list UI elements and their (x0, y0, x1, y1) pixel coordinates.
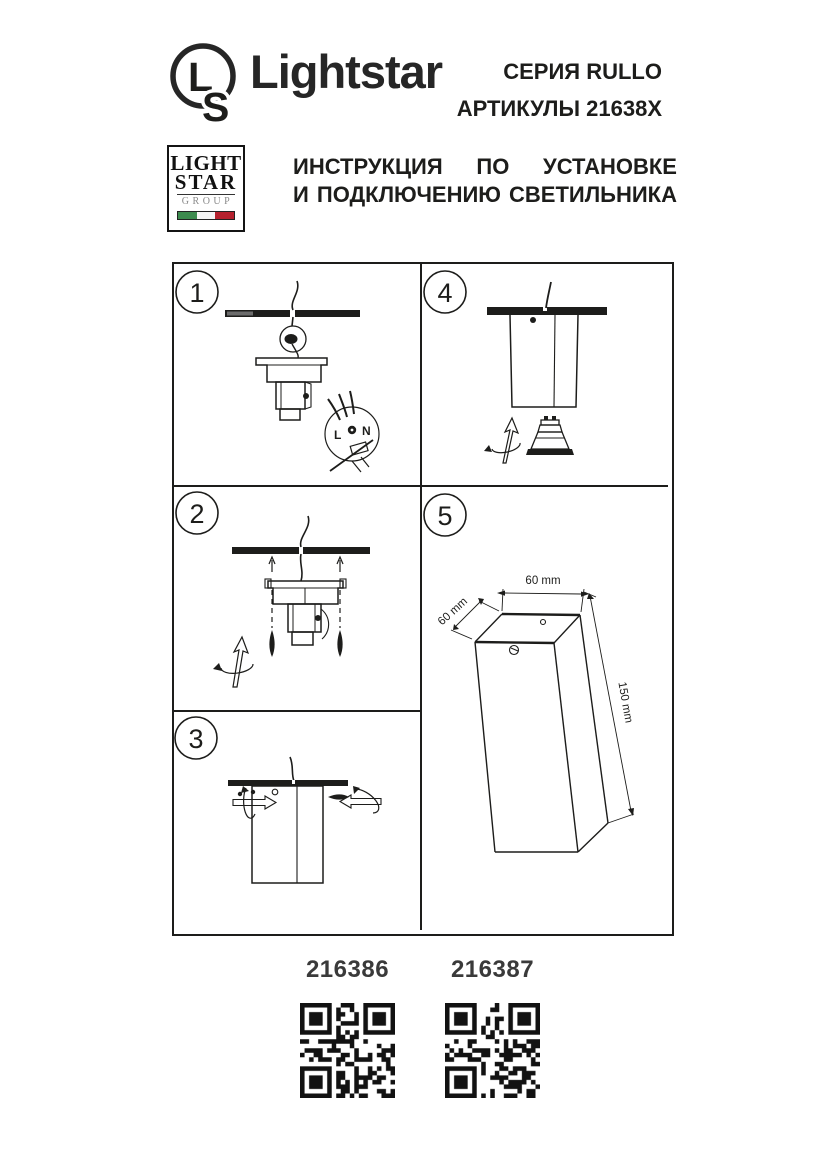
ceiling-line (225, 310, 360, 317)
articles-title: АРТИКУЛЫ 21638X (456, 96, 662, 121)
ceiling-screw (530, 317, 536, 323)
step-3-diagram (174, 712, 420, 930)
step-1-diagram (174, 264, 420, 485)
front-screw (510, 646, 519, 655)
dim-depth-label: 60 mm (435, 595, 471, 628)
dim-width-label: 60 mm (525, 575, 561, 587)
qr-code-1 (300, 1003, 395, 1098)
step-3-number: 3 (188, 724, 204, 754)
step-2-diagram (174, 487, 420, 710)
step-4-diagram (422, 264, 668, 485)
lsg-group: GROUP (181, 196, 234, 207)
side-screw-left-icon (233, 786, 278, 818)
ceiling-line (232, 547, 370, 554)
terminal-detail (325, 407, 379, 472)
brand-wordmark: Lightstar (250, 45, 443, 98)
svg-text:S: S (202, 84, 230, 129)
step-5-panel (422, 487, 668, 930)
series-title: СЕРИЯ RULLO (503, 59, 662, 84)
step-5-diagram (422, 487, 668, 930)
product-code-2: 216387 (450, 956, 535, 983)
lsg-light: LIGHT (170, 151, 242, 175)
step-1-panel (174, 264, 420, 485)
rotation-arrow-icon (484, 418, 520, 463)
screw-left-icon (269, 557, 275, 657)
ceiling-line (228, 780, 348, 786)
step-4-number: 4 (437, 278, 453, 308)
ceiling-line (487, 307, 607, 315)
step-4-panel (422, 264, 668, 485)
top-hole (541, 620, 546, 625)
supply-wire-icon (290, 757, 294, 781)
lightstar-group-logo (167, 145, 245, 232)
bracket-screw (303, 393, 309, 399)
steps-grid (172, 262, 674, 936)
supply-wire-icon (292, 281, 298, 326)
step-1-number: 1 (189, 278, 205, 308)
side-screw-right-icon (328, 786, 381, 813)
wire-junction (280, 326, 306, 358)
qr-code-2 (445, 1003, 540, 1098)
instruction-title-line2: И ПОДКЛЮЧЕНИЮ СВЕТИЛЬНИКА (293, 182, 677, 207)
lamp-body-icon (510, 315, 578, 407)
terminal-l-label: L (334, 428, 342, 442)
step-5-number: 5 (437, 501, 453, 531)
supply-wire-icon (546, 282, 551, 308)
svg-text:L: L (188, 54, 214, 100)
rotation-arrow-icon (213, 637, 253, 687)
dim-height-label: 150 mm (615, 680, 635, 724)
dimension-width (497, 589, 589, 612)
mounting-bracket-icon (265, 579, 346, 645)
italian-flag-icon (177, 211, 235, 220)
terminal-n-label: N (362, 424, 371, 438)
screw-right-icon (337, 557, 343, 657)
gu10-bulb-icon (526, 416, 574, 455)
step-2-panel (174, 487, 420, 710)
instruction-title-line1: ИНСТРУКЦИЯ ПО УСТАНОВКЕ (293, 154, 677, 179)
step-2-number: 2 (189, 499, 205, 529)
mounting-bracket-icon (256, 358, 327, 420)
fixture-3d-box (475, 614, 608, 852)
lamp-body-icon (252, 786, 323, 883)
product-code-1: 216386 (305, 956, 390, 983)
instruction-title (293, 153, 677, 209)
bracket-screw (315, 615, 321, 621)
lsg-star: STAR (174, 170, 238, 194)
step-3-panel (174, 712, 420, 930)
lightstar-bulb-logo-icon (160, 33, 252, 129)
lsg-divider (177, 194, 235, 195)
